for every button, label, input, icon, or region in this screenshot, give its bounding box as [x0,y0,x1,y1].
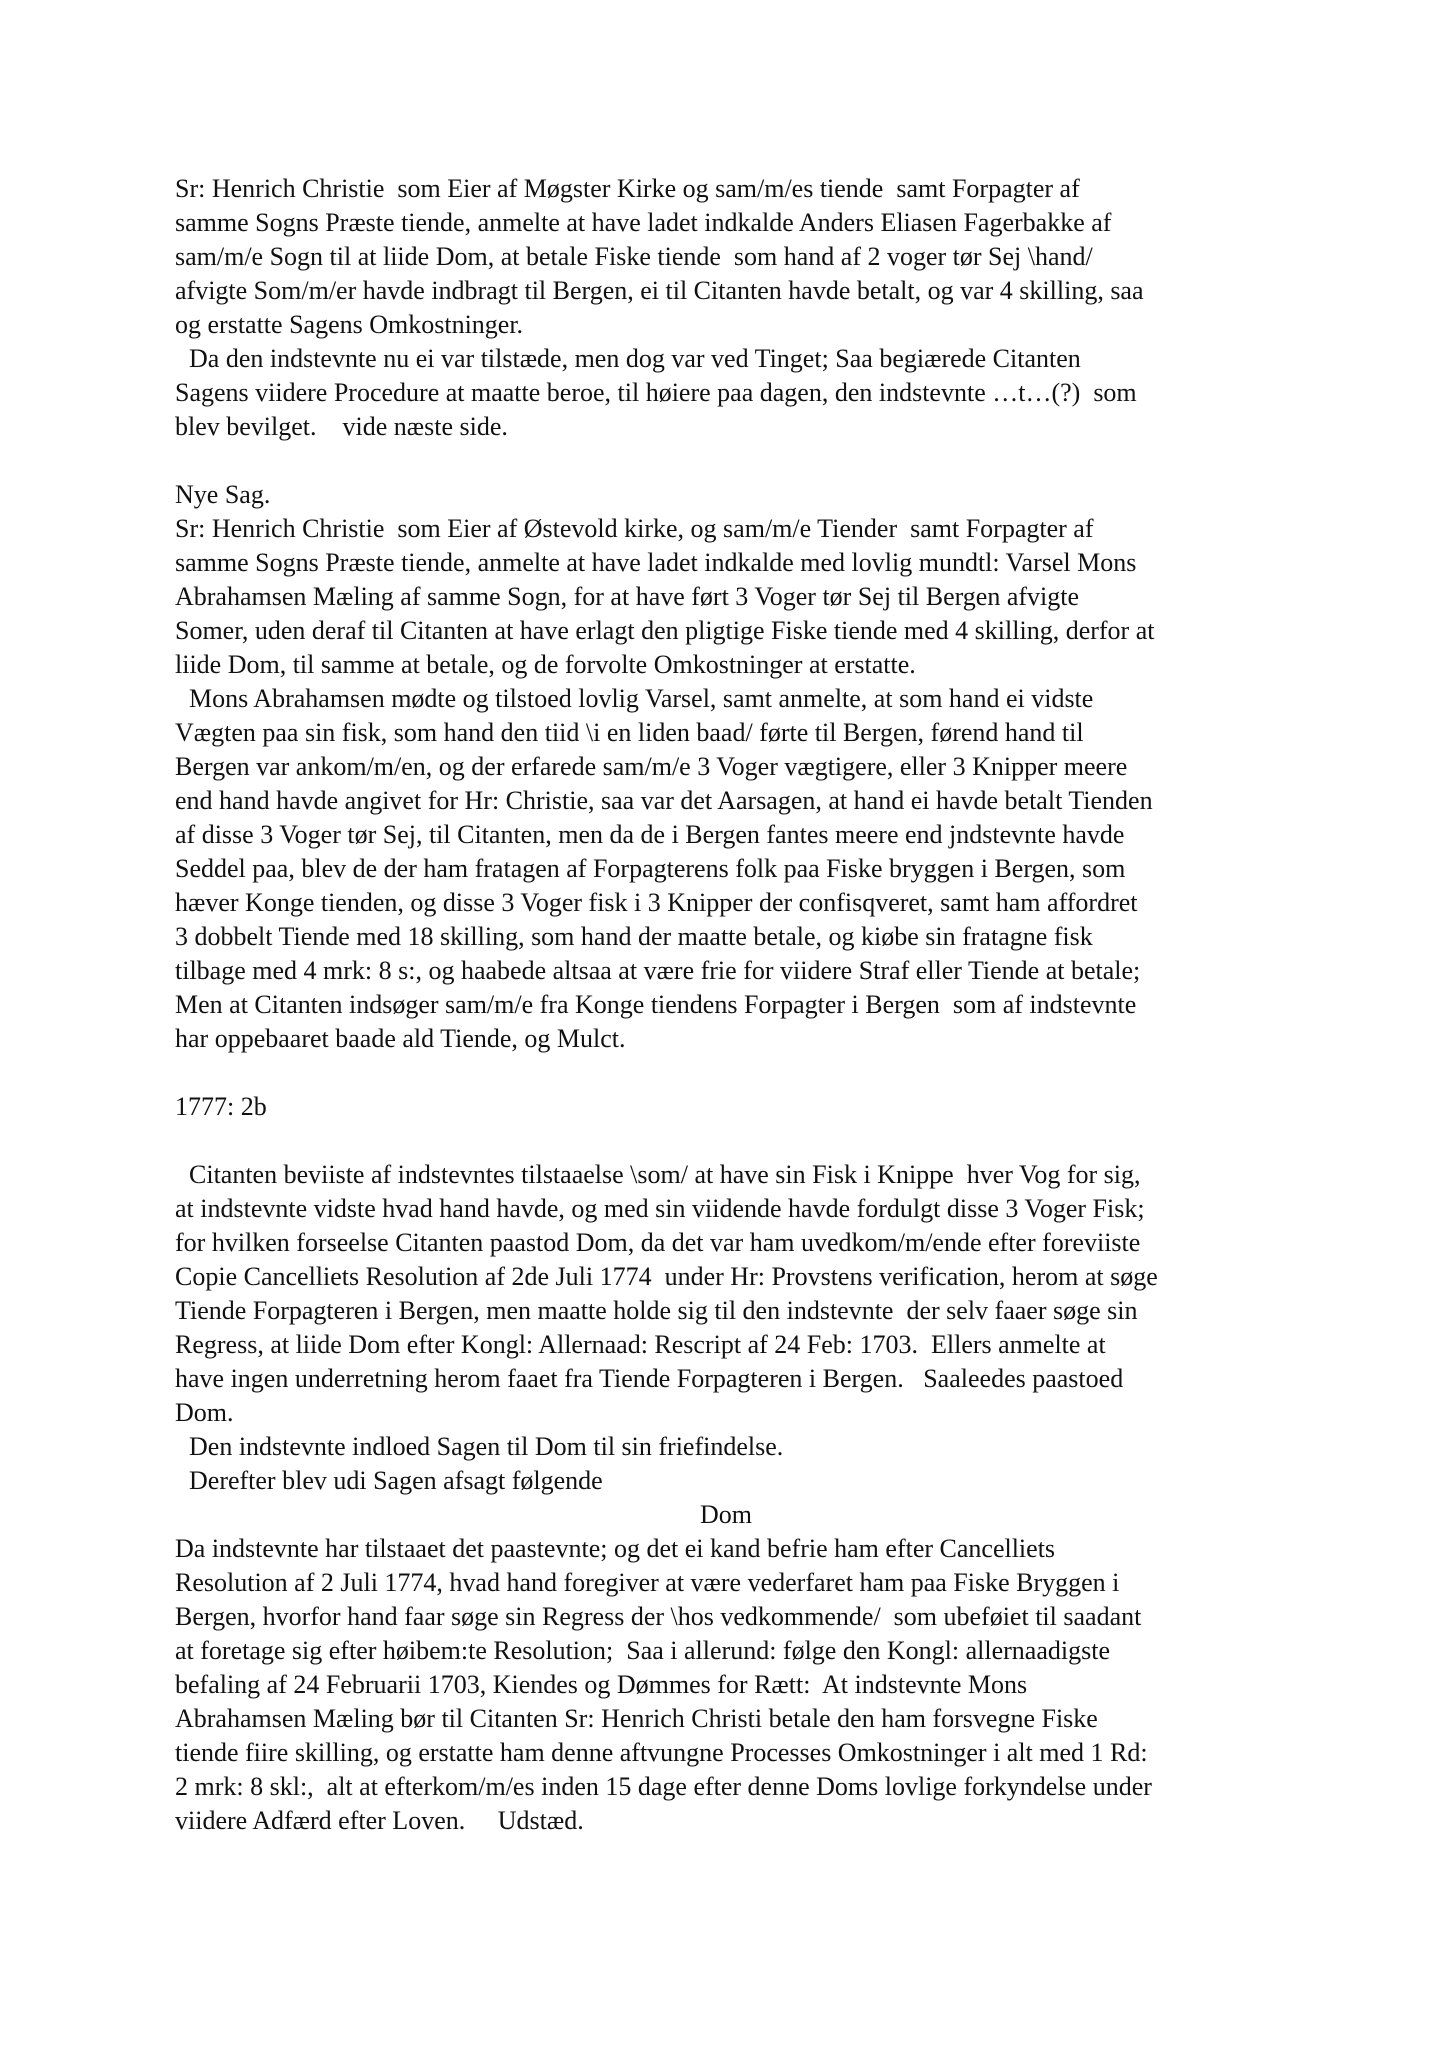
text-line: befaling af 24 Februarii 1703, Kiendes og Dømmes for Rætt: At indstevnte Mons [175,1670,1028,1699]
text-line: Sagens viidere Procedure at maatte beroe, til høiere paa dagen, den indstevnte …t…(?) som [175,378,1137,407]
text-line: Men at Citanten indsøger sam/m/e fra Konge tiendens Forpagter i Bergen som af indstevnte [175,990,1137,1019]
text-line: Vægten paa sin fisk, som hand den tiid \i en liden baad/ førte til Bergen, førend hand til [175,718,1084,747]
verdict-intro-line: Derefter blev udi Sagen afsagt følgende [189,1466,603,1495]
paragraph-gap [175,1124,1315,1158]
text-line: Citanten beviiste af indstevntes tilstaaelse \som/ at have sin Fisk i Knippe hver Vog for sig, [189,1160,1141,1189]
text-line: Sr: Henrich Christie som Eier af Møgster Kirke og sam/m/es tiende samt Forpagter af [175,174,1080,203]
page-marker: 1777: 2b [175,1092,267,1121]
text-line: hæver Konge tienden, og disse 3 Voger fisk i 3 Knipper der confisqveret, samt ham affordret [175,888,1138,917]
text-line: have ingen underretning herom faaet fra Tiende Forpagteren i Bergen. Saaleedes paastoed [175,1364,1124,1393]
text-line: 2 mrk: 8 skl:, alt at efterkom/m/es inden 15 dage efter denne Doms lovlige forkyndelse under [175,1772,1152,1801]
text-line: Seddel paa, blev de der ham fratagen af Forpagterens folk paa Fiske bryggen i Bergen, som [175,854,1126,883]
text-line: viidere Adfærd efter Loven. Udstæd. [175,1806,584,1835]
dom-heading: Dom [700,1500,752,1529]
paragraph-gap [175,444,1315,478]
case2-defense-paragraph [175,682,1315,1056]
text-line: for hvilken forseelse Citanten paastod Dom, da det var ham uvedkom/m/ende efter foreviiste [175,1228,1141,1257]
defendant-submission-line: Den indstevnte indloed Sagen til Dom til sin friefindelse. [189,1432,784,1461]
text-line: Sr: Henrich Christie som Eier af Østevold kirke, og sam/m/e Tiender samt Forpagter af [175,514,1094,543]
case1-postponement-paragraph [175,342,1315,444]
text-line: Dom. [175,1398,234,1427]
plaintiff-reply-paragraph [175,1158,1315,1430]
text-line: af disse 3 Voger tør Sej, til Citanten, men da de i Bergen fantes meere end jndstevnte havde [175,820,1125,849]
text-line: afvigte Som/m/er havde indbragt til Bergen, ei til Citanten havde betalt, og var 4 skilling, saa [175,276,1144,305]
document-page [175,172,1315,1838]
text-line: Copie Cancelliets Resolution af 2de Juli 1774 under Hr: Provstens verification, herom at søge [175,1262,1158,1291]
case2-heading: Nye Sag. [175,480,271,509]
text-line: Resolution af 2 Juli 1774, hvad hand foregiver at være vederfaret ham paa Fiske Bryggen i [175,1568,1120,1597]
text-line: tilbage med 4 mrk: 8 s:, og haabede altsaa at være frie for viidere Straf eller Tiende at betale; [175,956,1141,985]
text-line: Abrahamsen Mæling af samme Sogn, for at have ført 3 Voger tør Sej til Bergen afvigte [175,582,1080,611]
text-line: sam/m/e Sogn til at liide Dom, at betale Fiske tiende som hand af 2 voger tør Sej \hand/ [175,242,1093,271]
text-line: at foretage sig efter høibem:te Resolution; Saa i allerund: følge den Kongl: allernaadigste [175,1636,1110,1665]
text-line: Da indstevnte har tilstaaet det paastevnte; og det ei kand befrie ham efter Cancelliets [175,1534,1056,1563]
text-line: liide Dom, til samme at betale, og de forvolte Omkostninger at erstatte. [175,650,916,679]
text-line: Somer, uden deraf til Citanten at have erlagt den pligtige Fiske tiende med 4 skilling, derfor at [175,616,1155,645]
text-line: Abrahamsen Mæling bør til Citanten Sr: Henrich Christi betale den ham forsvegne Fiske [175,1704,1098,1733]
text-line: Mons Abrahamsen mødte og tilstoed lovlig Varsel, samt anmelte, at som hand ei vidste [189,684,1094,713]
text-line: Bergen var ankom/m/en, og der erfarede sam/m/e 3 Voger vægtigere, eller 3 Knipper meere [175,752,1128,781]
paragraph-gap [175,1056,1315,1090]
text-line: Da den indstevnte nu ei var tilstæde, men dog var ved Tinget; Saa begiærede Citanten [189,344,1081,373]
text-line: Tiende Forpagteren i Bergen, men maatte holde sig til den indstevnte der selv faaer søge sin [175,1296,1138,1325]
verdict-paragraph [175,1532,1315,1838]
text-line: end hand havde angivet for Hr: Christie, saa var det Aarsagen, at hand ei havde betalt Tienden [175,786,1153,815]
text-line: Bergen, hvorfor hand faar søge sin Regress der \hos vedkommende/ som ubeføiet til saadant [175,1602,1142,1631]
text-line: at indstevnte vidste hvad hand havde, og med sin viidende havde fordulgt disse 3 Voger Fisk; [175,1194,1145,1223]
text-line: tiende fiire skilling, og erstatte ham denne aftvungne Processes Omkostninger i alt med 1 Rd: [175,1738,1148,1767]
case2-claim-paragraph [175,512,1315,682]
text-line: 3 dobbelt Tiende med 18 skilling, som hand der maatte betale, og kiøbe sin fratagne fisk [175,922,1093,951]
text-line: og erstatte Sagens Omkostninger. [175,310,524,339]
text-line: blev bevilget. vide næste side. [175,412,508,441]
text-line: samme Sogns Præste tiende, anmelte at have ladet indkalde med lovlig mundtl: Varsel Mons [175,548,1137,577]
text-line: Regress, at liide Dom efter Kongl: Allernaad: Rescript af 24 Feb: 1703. Ellers anmelte at [175,1330,1106,1359]
case1-claim-paragraph [175,172,1315,342]
text-line: har oppebaaret baade ald Tiende, og Mulct. [175,1024,626,1053]
text-line: samme Sogns Præste tiende, anmelte at have ladet indkalde Anders Eliasen Fagerbakke af [175,208,1112,237]
